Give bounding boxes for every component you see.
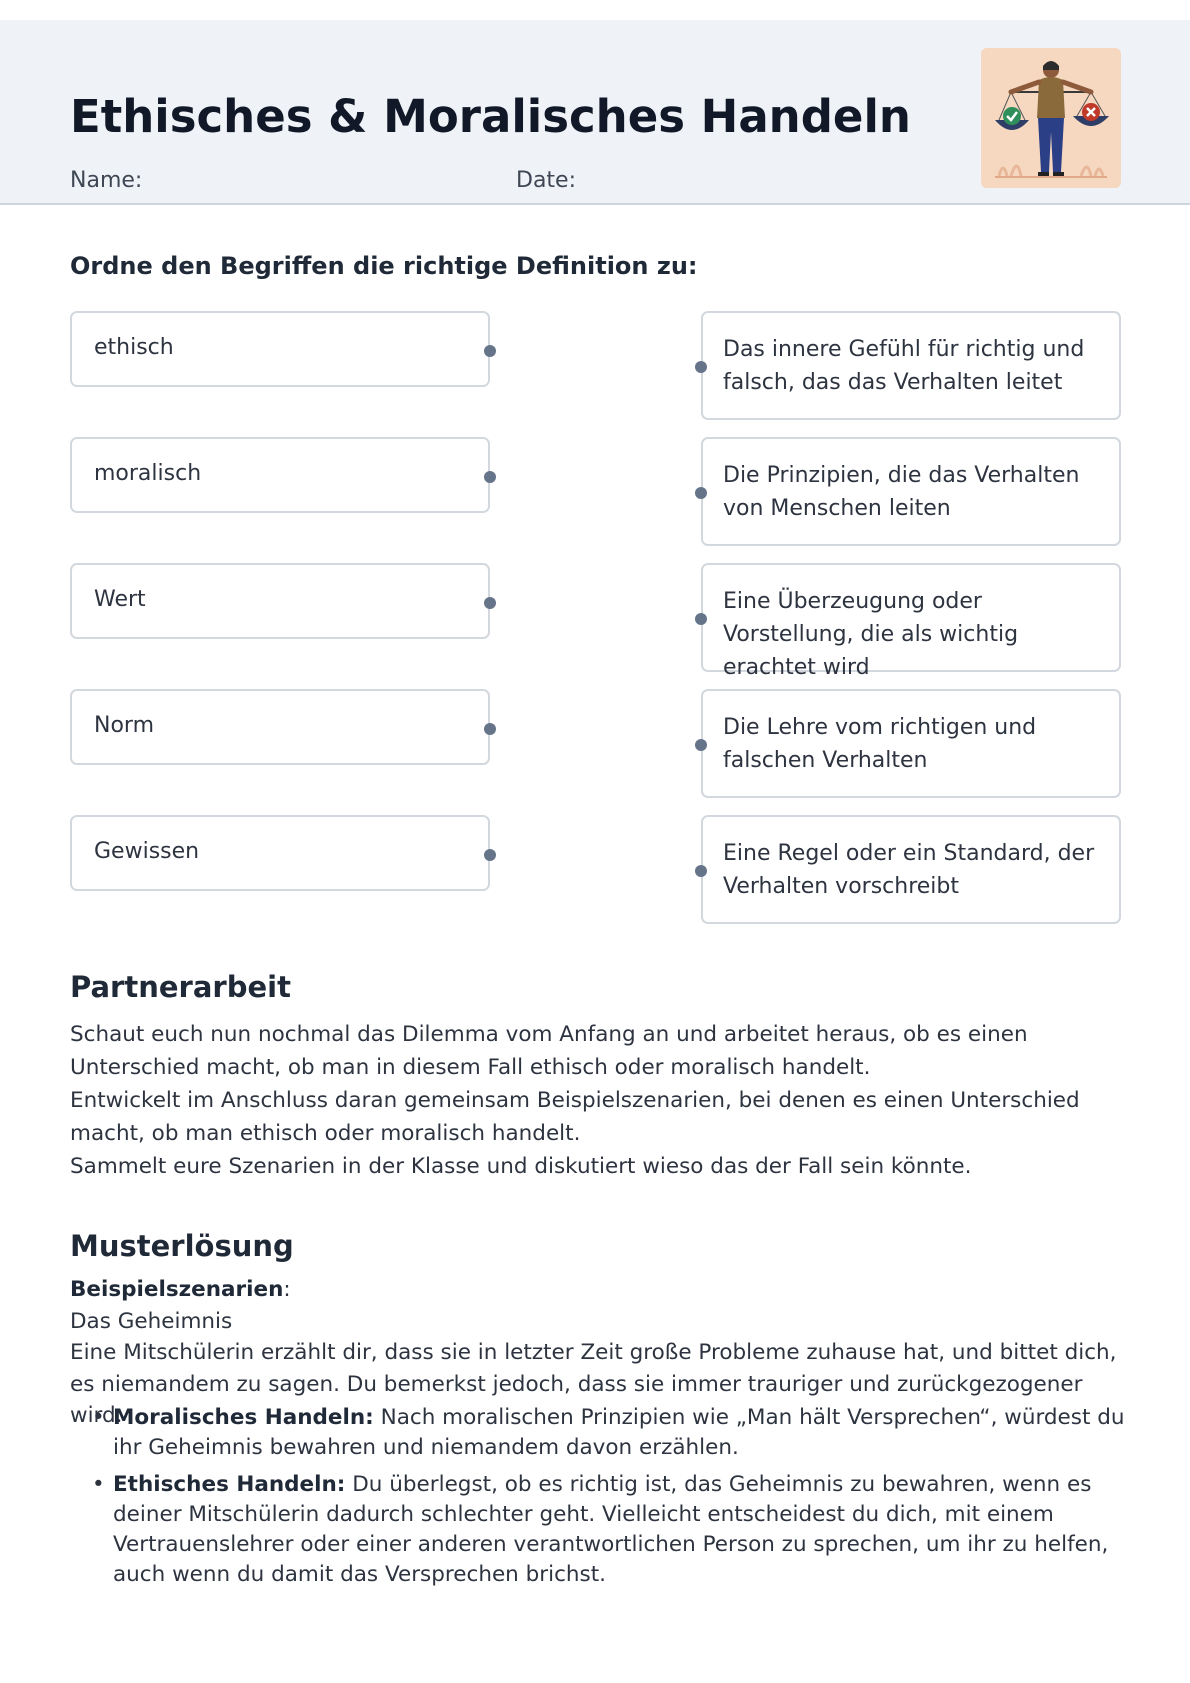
partnerarbeit-text — [70, 1018, 1130, 1183]
term-wert[interactable] — [70, 563, 490, 639]
term-label: ethisch — [94, 335, 174, 360]
solution-bullet-moralisch — [92, 1403, 1132, 1463]
musterloesung-heading: Musterlösung — [70, 1229, 294, 1263]
connector-dot[interactable] — [484, 597, 496, 609]
matching-instruction: Ordne den Begriffen die richtige Definition zu: — [70, 252, 698, 280]
name-field-label: Name: — [70, 168, 143, 193]
definition-text: Eine Regel oder ein Standard, der Verhalten vorschreibt — [723, 841, 1095, 899]
solution-bullet-list — [92, 1403, 1132, 1597]
term-label: Wert — [94, 587, 146, 612]
connector-dot[interactable] — [695, 865, 707, 877]
term-gewissen[interactable] — [70, 815, 490, 891]
scenario-title: Das Geheimnis — [70, 1308, 233, 1334]
term-norm[interactable] — [70, 689, 490, 765]
scenario-text: Eine Mitschülerin erzählt dir, dass sie in letzter Zeit große Probleme zuhause hat, und bittet dich, es niemandem zu sagen. Du bemerkst jedoch, dass sie immer trauriger und zurückgezogener wird. — [70, 1340, 1117, 1428]
term-label: Norm — [94, 713, 155, 738]
connector-dot[interactable] — [695, 613, 707, 625]
definition-3[interactable] — [701, 563, 1121, 680]
bullet-label: Moralisches Handeln: — [113, 1405, 374, 1430]
term-ethisch[interactable] — [70, 311, 490, 387]
scenario-label-line — [70, 1274, 1130, 1306]
scales-illustration-icon — [981, 48, 1121, 188]
term-label: moralisch — [94, 461, 202, 486]
date-field-label: Date: — [516, 168, 576, 193]
bullet-text: Nach moralischen Prinzipien wie „Man hält Versprechen“, würdest du ihr Geheimnis bewahren und niemandem davon erzählen. — [113, 1405, 1125, 1460]
definition-5[interactable] — [701, 815, 1121, 924]
bullet-text: Du überlegst, ob es richtig ist, das Geheimnis zu bewahren, wenn es deiner Mitschülerin dadurch schlechter geht. Vielleicht entscheidest du dich, mit einem Vertrauenslehrer oder einer anderen verantwortlichen Person zu sprechen, um ihr zu helfen, auch wenn du damit das Versprechen brichst. — [113, 1472, 1109, 1587]
connector-dot[interactable] — [484, 345, 496, 357]
page-title: Ethisches & Moralisches Handeln — [70, 90, 911, 143]
connector-dot[interactable] — [484, 723, 496, 735]
partnerarbeit-heading: Partnerarbeit — [70, 970, 291, 1004]
bullet-label: Ethisches Handeln: — [113, 1472, 346, 1497]
definition-4[interactable] — [701, 689, 1121, 798]
scenario-label: Beispielszenarien — [70, 1277, 284, 1302]
connector-dot[interactable] — [695, 739, 707, 751]
connector-dot[interactable] — [484, 471, 496, 483]
term-label: Gewissen — [94, 839, 200, 864]
partnerarbeit-paragraph: Entwickelt im Anschluss daran gemeinsam Beispielszenarien, bei denen es einen Unterschied macht, ob man ethisch oder moralisch handelt. — [70, 1088, 1080, 1146]
partnerarbeit-paragraph: Schaut euch nun nochmal das Dilemma vom Anfang an und arbeitet heraus, ob es einen Unterschied macht, ob man in diesem Fall ethisch oder moralisch handelt. — [70, 1022, 1028, 1080]
connector-dot[interactable] — [695, 487, 707, 499]
definition-2[interactable] — [701, 437, 1121, 546]
definition-text: Die Prinzipien, die das Verhalten von Menschen leiten — [723, 463, 1080, 521]
definition-text: Eine Überzeugung oder Vorstellung, die als wichtig erachtet wird — [723, 589, 1019, 680]
connector-dot[interactable] — [695, 361, 707, 373]
solution-bullet-ethisch — [92, 1470, 1132, 1590]
scenario-label-suffix: : — [283, 1277, 291, 1302]
definition-text: Die Lehre vom richtigen und falschen Verhalten — [723, 715, 1037, 773]
connector-dot[interactable] — [484, 849, 496, 861]
term-moralisch[interactable] — [70, 437, 490, 513]
definition-text: Das innere Gefühl für richtig und falsch, das das Verhalten leitet — [723, 337, 1085, 395]
definition-1[interactable] — [701, 311, 1121, 420]
partnerarbeit-paragraph: Sammelt eure Szenarien in der Klasse und diskutiert wieso das der Fall sein könnte. — [70, 1154, 972, 1179]
